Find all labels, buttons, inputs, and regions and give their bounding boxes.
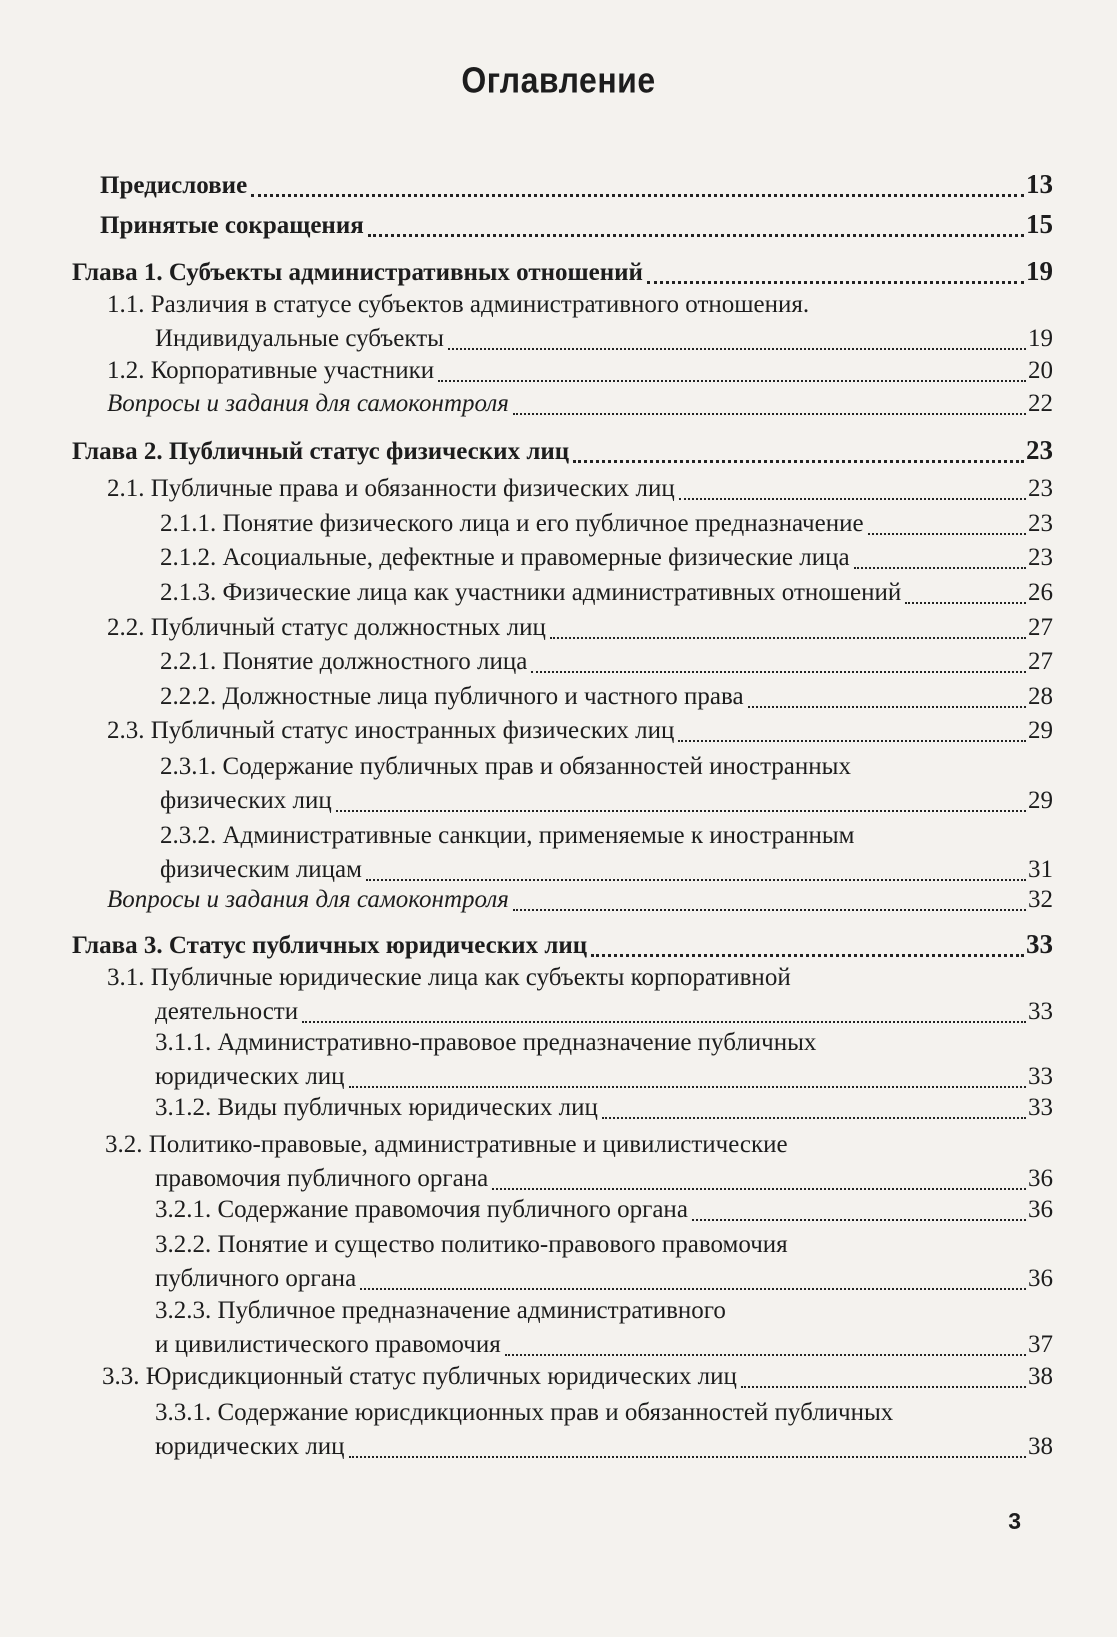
toc-entry [107, 354, 1053, 388]
leader-dots [336, 809, 1026, 812]
leader-dots [368, 233, 1024, 237]
toc-page-number: 38 [1028, 1363, 1053, 1390]
toc-entry [107, 611, 1053, 645]
toc-entry-title-line1: 2.3.1. Содержание публичных прав и обязанностей иностранных [160, 753, 851, 780]
toc-entry [107, 472, 1053, 506]
toc-entry [107, 714, 1053, 748]
toc-entry [160, 507, 1053, 541]
toc-entry [160, 819, 1053, 887]
leader-dots [513, 908, 1026, 911]
toc-entry-title: правомочия публичного органа [155, 1165, 489, 1192]
leader-dots [692, 1218, 1026, 1221]
leader-dots [448, 347, 1026, 350]
leader-dots [438, 379, 1026, 382]
leader-dots [678, 739, 1026, 742]
toc-entry [102, 1360, 1053, 1394]
toc-entry-title: 3.2.1. Содержание правомочия публичного органа [155, 1196, 688, 1223]
leader-dots [505, 1353, 1026, 1356]
leader-dots [647, 280, 1024, 284]
toc-page-number: 36 [1028, 1165, 1053, 1192]
leader-dots [513, 412, 1026, 415]
toc-entry [72, 433, 1053, 469]
leader-dots [854, 566, 1026, 569]
toc-entry-title-line1: 3.1.1. Административно-правовое предназначение публичных [155, 1029, 817, 1056]
toc-page-number: 37 [1028, 1331, 1053, 1358]
toc-entry-title: юридических лиц [155, 1063, 345, 1090]
toc-entry [160, 680, 1053, 714]
leader-dots [349, 1085, 1026, 1088]
toc-entry [160, 541, 1053, 575]
toc-entry-title: 2.3. Публичный статус иностранных физических лиц [107, 717, 675, 744]
toc-entry-title: Принятые сокращения [100, 212, 364, 239]
toc-entry [155, 1228, 1053, 1296]
toc-entry-title-line1: 3.1. Публичные юридические лица как субъекты корпоративной [107, 964, 791, 991]
toc-page-number: 19 [1026, 256, 1053, 286]
toc-page-number: 15 [1026, 209, 1053, 239]
leader-dots [251, 193, 1024, 197]
toc-page-number: 33 [1026, 929, 1053, 959]
toc-entry [160, 576, 1053, 610]
toc-entry-title: 1.2. Корпоративные участники [107, 357, 435, 384]
toc-entry [107, 883, 1053, 917]
toc-entry-title: Глава 1. Субъекты административных отношений [72, 259, 643, 286]
toc-entry-title-line1: 3.3.1. Содержание юрисдикционных прав и обязанностей публичных [155, 1399, 894, 1426]
toc-entry-title: 2.1.3. Физические лица как участники административных отношений [160, 579, 902, 606]
toc-page-number: 33 [1028, 1094, 1053, 1121]
toc-entry [155, 1193, 1053, 1227]
toc-page-number: 13 [1026, 169, 1053, 199]
toc-entry-title: физических лиц [160, 787, 332, 814]
toc-page-number: 36 [1028, 1196, 1053, 1223]
toc-page-number: 28 [1028, 683, 1053, 710]
toc-entry-title: 3.3. Юрисдикционный статус публичных юридических лиц [102, 1363, 737, 1390]
leader-dots [748, 705, 1026, 708]
leader-dots [366, 878, 1026, 881]
toc-entry-title: физическим лицам [160, 856, 362, 883]
toc-entry-title: деятельности [155, 998, 299, 1025]
leader-dots [591, 953, 1024, 957]
toc-page-number: 29 [1028, 787, 1053, 814]
toc-entry-title: юридических лиц [155, 1433, 345, 1460]
toc-entry [155, 1396, 1053, 1464]
toc-entry [155, 1026, 1053, 1094]
toc-entry-title: 2.2.1. Понятие должностного лица [160, 648, 528, 675]
toc-page-number: 33 [1028, 998, 1053, 1025]
toc-page-number: 29 [1028, 717, 1053, 744]
toc-entry-title-line1: 2.3.2. Административные санкции, применяемые к иностранным [160, 822, 855, 849]
leader-dots [573, 459, 1024, 463]
leader-dots [492, 1187, 1026, 1190]
toc-page-number: 23 [1026, 435, 1053, 465]
leader-dots [550, 636, 1026, 639]
toc-entry-title: Глава 3. Статус публичных юридических лиц [72, 932, 588, 959]
toc-entry-title-line1: 3.2. Политико-правовые, административные и цивилистические [105, 1131, 788, 1158]
toc-entry-title-line1: 1.1. Различия в статусе субъектов административного отношения. [107, 291, 810, 318]
toc-page-number: 23 [1028, 510, 1053, 537]
leader-dots [602, 1116, 1026, 1119]
toc-page-number: 33 [1028, 1063, 1053, 1090]
toc-entry-title: 2.2.2. Должностные лица публичного и частного права [160, 683, 744, 710]
toc-entry-title: Глава 2. Публичный статус физических лиц [72, 438, 570, 465]
toc-entry-title: 2.2. Публичный статус должностных лиц [107, 614, 546, 641]
leader-dots [905, 601, 1026, 604]
toc-page-number: 36 [1028, 1265, 1053, 1292]
leader-dots [741, 1385, 1026, 1388]
toc-entry-title-line1: 3.2.3. Публичное предназначение административного [155, 1297, 726, 1324]
toc-entry-title: 2.1. Публичные права и обязанности физических лиц [107, 475, 675, 502]
toc-entry [155, 1294, 1053, 1362]
toc-entry [160, 645, 1053, 679]
toc-entry-title: 3.1.2. Виды публичных юридических лиц [155, 1094, 598, 1121]
toc-entry [100, 207, 1053, 243]
toc-entry-title: и цивилистического правомочия [155, 1331, 501, 1358]
toc-page-number: 32 [1028, 886, 1053, 913]
toc-entry-title: Вопросы и задания для самоконтроля [107, 886, 509, 913]
toc-page-number: 31 [1028, 856, 1053, 883]
toc-entry-title: Предисловие [100, 172, 248, 199]
toc-page-number: 26 [1028, 579, 1053, 606]
toc-page-number: 23 [1028, 475, 1053, 502]
toc-entry [72, 927, 1053, 963]
toc-entry [107, 961, 1053, 1029]
leader-dots [531, 670, 1026, 673]
toc-page-number: 19 [1028, 325, 1053, 352]
toc-page-number: 27 [1028, 614, 1053, 641]
leader-dots [679, 497, 1026, 500]
toc-entry-title-line1: 3.2.2. Понятие и существо политико-правового правомочия [155, 1231, 788, 1258]
toc-entry [155, 1091, 1053, 1125]
leader-dots [868, 532, 1026, 535]
toc-entry [105, 1128, 1053, 1196]
toc-page-number: 38 [1028, 1433, 1053, 1460]
toc-page-number: 22 [1028, 390, 1053, 417]
toc-page-number: 20 [1028, 357, 1053, 384]
toc-entry-title: публичного органа [155, 1265, 357, 1292]
toc-page-number: 27 [1028, 648, 1053, 675]
toc-entry [72, 254, 1053, 290]
toc-entry-title: Вопросы и задания для самоконтроля [107, 390, 509, 417]
leader-dots [360, 1287, 1026, 1290]
leader-dots [302, 1020, 1026, 1023]
leader-dots [349, 1455, 1026, 1458]
toc-entry [100, 167, 1053, 203]
toc-entry [160, 750, 1053, 818]
toc-entry [107, 288, 1053, 356]
page-number: 3 [1008, 1508, 1021, 1534]
toc-page-number: 23 [1028, 544, 1053, 571]
page-title: Оглавление [461, 59, 656, 101]
toc-entry-title: 2.1.2. Асоциальные, дефектные и правомерные физические лица [160, 544, 850, 571]
toc-entry-title: Индивидуальные субъекты [155, 325, 444, 352]
toc-entry-title: 2.1.1. Понятие физического лица и его публичное предназначение [160, 510, 864, 537]
toc-entry [107, 387, 1053, 421]
